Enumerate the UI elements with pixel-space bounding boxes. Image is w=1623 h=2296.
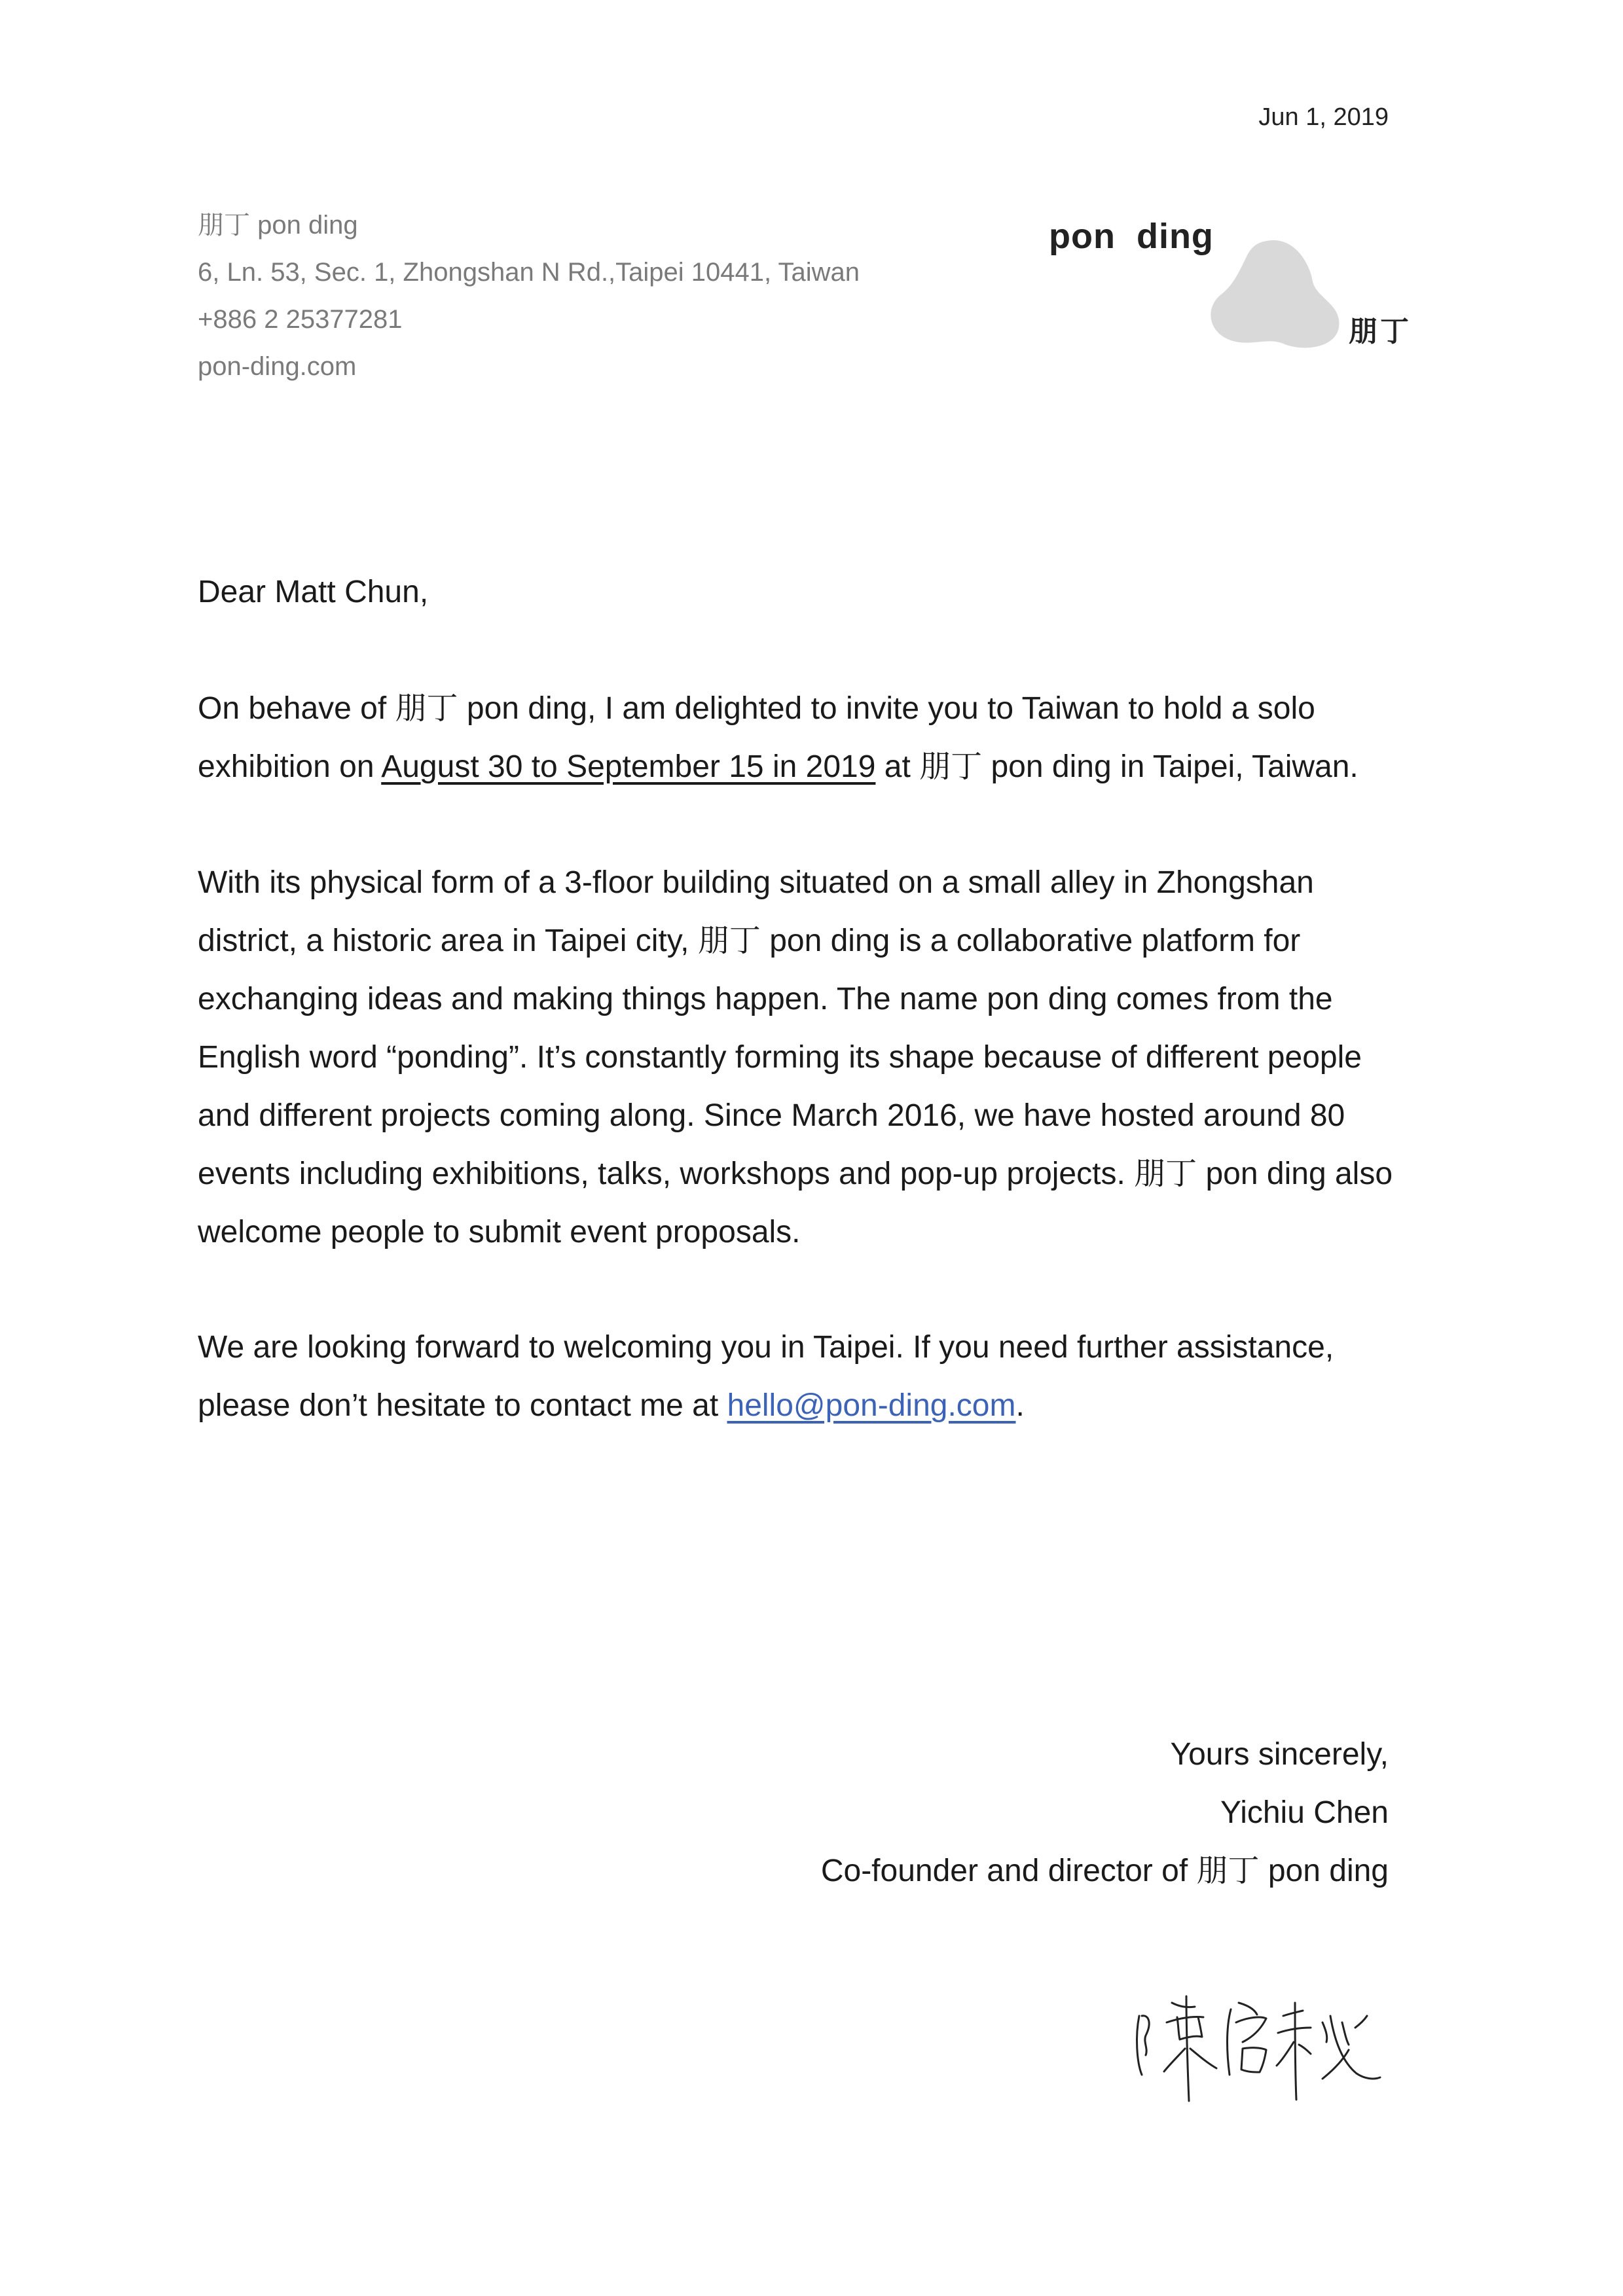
paragraph-contact: [198, 1318, 1409, 1435]
handwritten-signature: [1126, 1977, 1388, 2108]
sender-name: 朋丁 pon ding: [198, 211, 358, 240]
logo-blob-shape: [1205, 236, 1349, 353]
paragraph-about: With its physical form of a 3-floor building situated on a small alley in Zhongshan district, a historic area in Taipei city, 朋丁 pon ding is a collaborative platform for exchanging ideas and making things happen. The name pon ding comes from the English word “ponding”. It’s constantly forming its shape because of different people and different projects coming along. Since March 2016, we have hosted around 80 events including exhibitions, talks, workshops and pop-up projects. 朋丁 pon ding also welcome people to submit event proposals.: [198, 865, 1393, 1249]
exhibition-dates: August 30 to September 15 in 2019: [381, 749, 876, 784]
letter-date: Jun 1, 2019: [1258, 103, 1389, 131]
contact-email-link[interactable]: hello@pon-ding.com: [727, 1388, 1016, 1423]
logo-text-en: pon ding: [1049, 217, 1214, 256]
p1-text-before: On behave of 朋丁 pon ding, I am delighted to invite you to Taiwan to hold a solo exhibition on: [198, 691, 1315, 784]
sender-phone: +886 2 25377281: [198, 305, 403, 334]
signer-title: Co-founder and director of 朋丁 pon ding: [820, 1854, 1389, 1888]
pon-ding-logo: [1048, 209, 1427, 367]
signer-name: Yichiu Chen: [1220, 1795, 1389, 1830]
p1-text-after: at 朋丁 pon ding in Taipei, Taiwan.: [875, 749, 1359, 784]
sender-block: [198, 202, 860, 390]
sender-website: pon-ding.com: [198, 352, 357, 381]
p3-text-after: .: [1015, 1388, 1025, 1423]
p3-text-before: We are looking forward to welcoming you in Taipei. If you need further assistance, please don’t hesitate to contact me at: [198, 1330, 1334, 1423]
logo-text-zh: 朋丁: [1349, 315, 1412, 348]
closing-line: Yours sincerely,: [1170, 1737, 1389, 1772]
paragraph-invitation: [198, 679, 1409, 796]
closing-block: [821, 1725, 1389, 1900]
sender-address: 6, Ln. 53, Sec. 1, Zhongshan N Rd.,Taipei 10441, Taiwan: [198, 258, 860, 287]
salutation: Dear Matt Chun,: [198, 575, 429, 609]
